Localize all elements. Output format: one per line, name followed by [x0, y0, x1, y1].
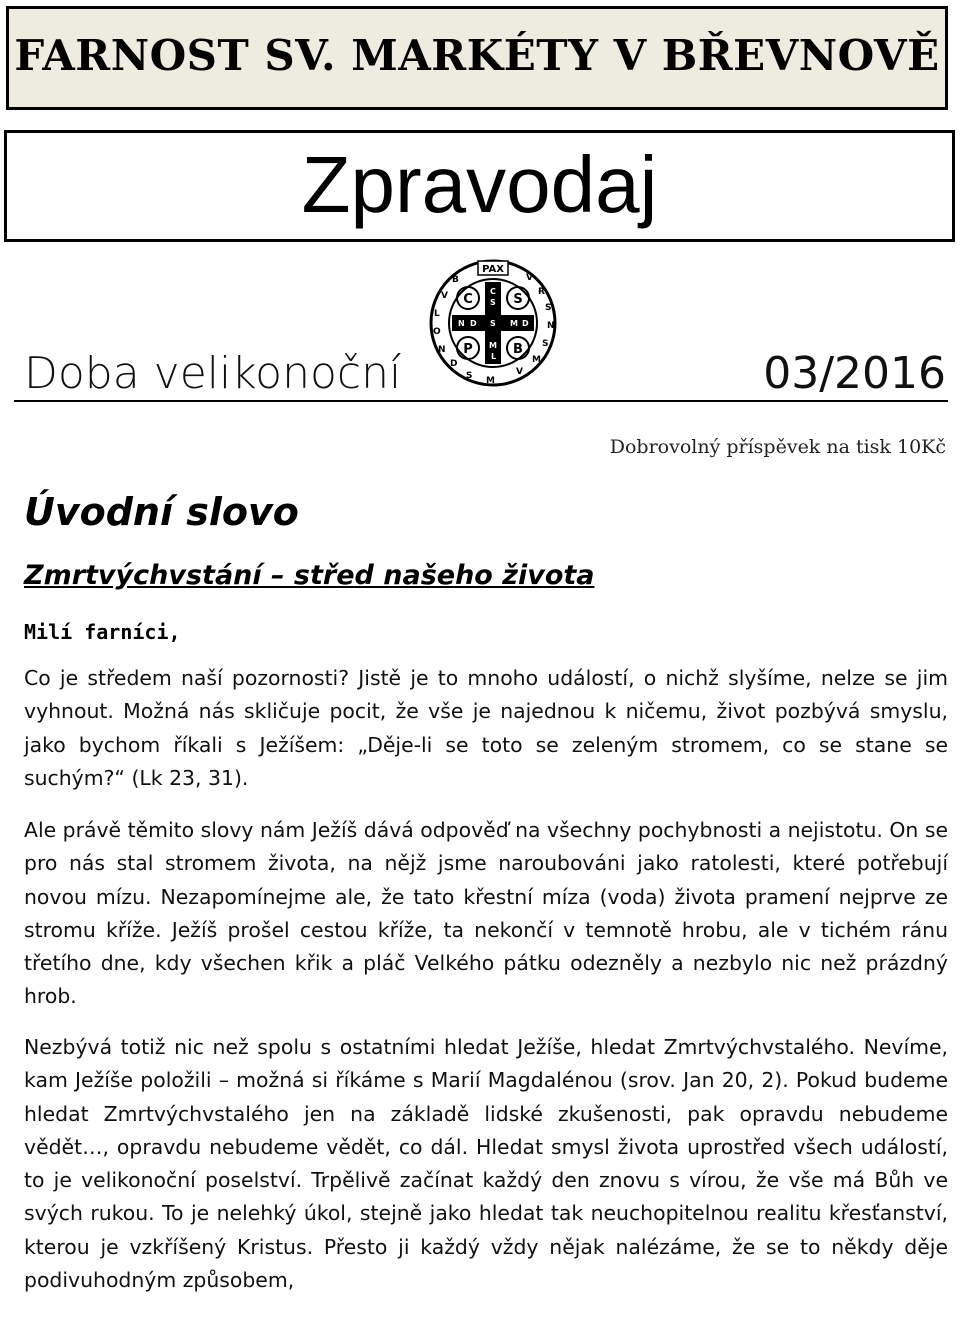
svg-text:C: C — [490, 287, 496, 296]
svg-text:D: D — [470, 319, 477, 328]
svg-text:B: B — [452, 275, 459, 285]
svg-text:D: D — [522, 319, 529, 328]
article-paragraph-3: Nezbývá totiž nic než spolu s ostatními hledat Ježíše, hledat Zmrtvýchvstalého. Nevíme, kam Ježíše položili – možná si říkáme s Marií Magdalénou (srov. Jan 20, 2). Pokud budeme hledat Zmrtvýchvstalého jen na základě lidské zkušenosti, pak opravdu nebudeme vědět…, opravdu nebudeme vědět, co dál. Hledat smysl života uprostřed všech událostí, to je velikonoční poselství. Trpělivě začínat každý den znovu s vírou, že vše má Bůh ve svých rukou. To je nelehký úkol, stejně jako hledat tak neuchopitelnou realitu křesťanství, kterou je vzkříšený Kristus. Přesto ji každý vždy nějak nalézáme, že se to někdy děje podivuhodným způsobem, — [24, 1035, 948, 1293]
svg-text:N: N — [458, 319, 465, 328]
svg-text:S: S — [490, 319, 496, 328]
article-subtitle: Zmrtvýchvstání – střed našeho života — [24, 560, 595, 591]
newsletter-title-box — [4, 130, 955, 242]
svg-text:B: B — [513, 342, 523, 357]
svg-text:R: R — [538, 287, 545, 297]
svg-text:L: L — [491, 352, 497, 361]
svg-text:N: N — [438, 345, 446, 355]
svg-text:L: L — [434, 309, 440, 319]
parish-header-box — [6, 6, 948, 110]
svg-text:P: P — [463, 342, 473, 357]
greeting: Milí farníci, — [24, 620, 181, 644]
svg-text:N: N — [547, 321, 555, 331]
svg-text:M: M — [486, 376, 495, 386]
contribution-note: Dobrovolný příspěvek na tisk 10Kč — [609, 436, 946, 458]
svg-text:M: M — [489, 341, 497, 350]
svg-text:S: S — [545, 303, 552, 313]
issue-number: 03/2016 — [763, 348, 946, 399]
section-heading: Úvodní slovo — [24, 490, 299, 534]
svg-text:V: V — [516, 367, 523, 377]
season-label: Doba velikonoční — [24, 348, 402, 399]
medal-pax-text: PAX — [482, 264, 504, 275]
svg-text:C: C — [463, 292, 473, 307]
article-paragraph-2: Ale právě těmito slovy nám Ježíš dává odpověď na všechny pochybnosti a nejistotu. On se pro nás stal stromem života, na nějž jsme naroubováni jako ratolesti, které potřebují novou mízu. Nezapomínejme ale, že tato křestní míza (voda) života pramení nejprve ze stromu kříže. Ježíš prošel cestou kříže, ta nekončí v temnotě hrobu, ale v tichém ránu třetího dne, kdy všechen křik a pláč Velkého pátku odezněly a nezbylo nic než prázdný hrob. — [24, 818, 948, 1009]
header-divider — [14, 400, 948, 402]
svg-text:S: S — [490, 298, 496, 307]
svg-text:M: M — [532, 355, 541, 365]
svg-text:S: S — [542, 339, 549, 349]
svg-text:O: O — [433, 327, 441, 337]
svg-text:V: V — [441, 291, 448, 301]
parish-title: FARNOST SV. MARKÉTY V BŘEVNOVĚ — [14, 31, 940, 80]
svg-text:D: D — [450, 359, 458, 369]
newsletter-title: Zpravodaj — [301, 140, 658, 229]
svg-text:S: S — [513, 292, 523, 307]
svg-text:V: V — [526, 273, 533, 283]
article-paragraph-1: Co je středem naší pozornosti? Jistě je to mnoho událostí, o nichž slyšíme, nelze se jim vyhnout. Možná nás skličuje pocit, že vše je najednou k ničemu, život pozbývá smyslu, jako bychom říkali s Ježíšem: „Děje-li se toto se zeleným stromem, co se stane se suchým?“ (Lk 23, 31). — [24, 666, 948, 790]
saint-benedict-medal-icon — [428, 258, 558, 388]
svg-text:S: S — [466, 371, 473, 381]
svg-text:M: M — [510, 319, 518, 328]
